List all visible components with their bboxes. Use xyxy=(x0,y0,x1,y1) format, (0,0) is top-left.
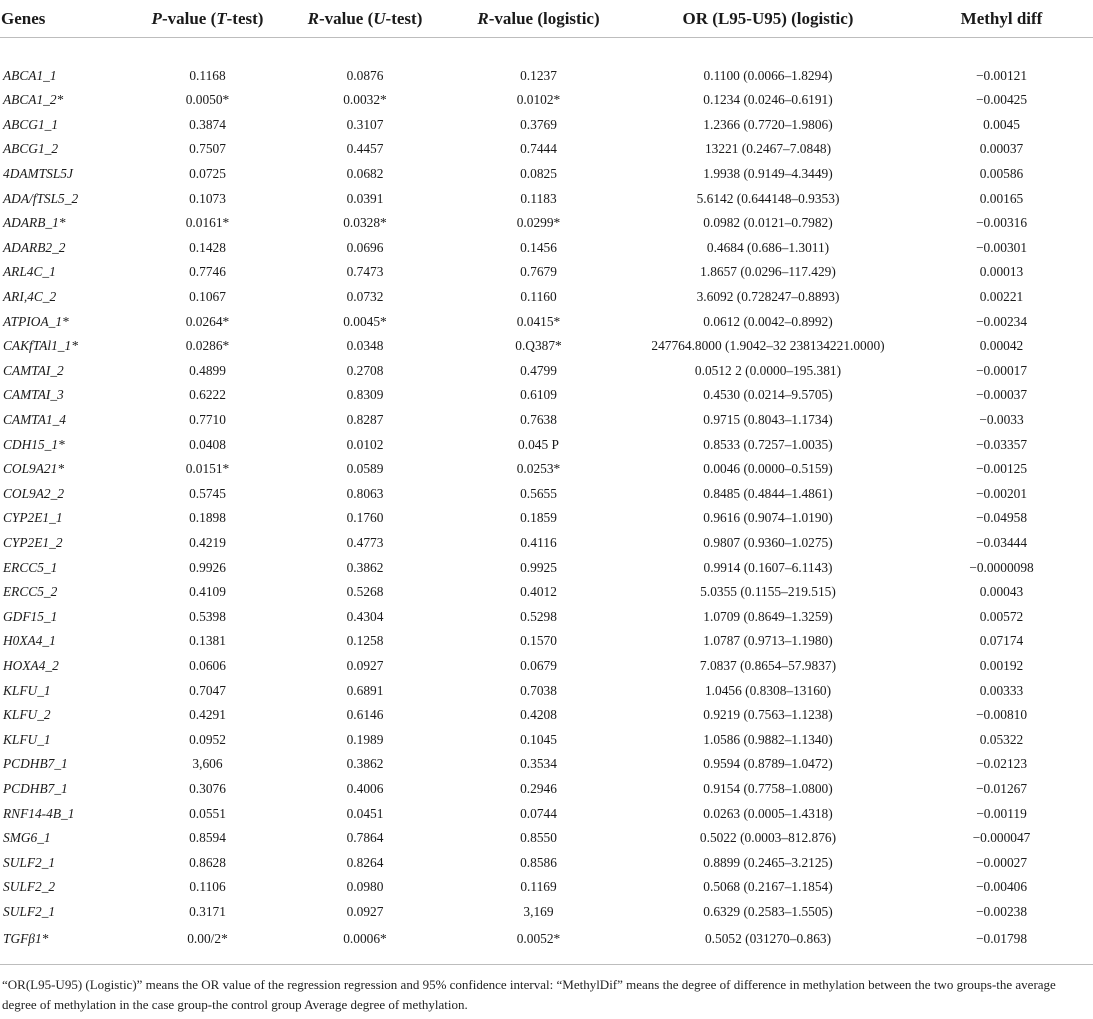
table-row xyxy=(0,580,1093,605)
table-row xyxy=(0,137,1093,162)
table-row xyxy=(0,482,1093,507)
methyl-diff-cell: −0.00425 xyxy=(975,92,1028,108)
gene-cell: KLFU_2 xyxy=(3,707,51,723)
r-value-logistic-cell: 0.8550 xyxy=(520,830,557,846)
p-value-ttest-cell: 3,606 xyxy=(192,756,223,772)
gene-cell: 4DAMTSL5J xyxy=(3,166,73,182)
or-logistic-cell: 0.0982 (0.0121–0.7982) xyxy=(703,215,833,231)
header-methyl-diff: Methyl diff xyxy=(910,0,1093,38)
r-value-logistic-cell: 0.Q387* xyxy=(515,338,562,354)
table-row xyxy=(0,801,1093,826)
or-logistic-cell: 0.1234 (0.0246–0.6191) xyxy=(703,92,833,108)
r-value-logistic-cell: 0.3534 xyxy=(520,756,557,772)
methyl-diff-cell: −0.00316 xyxy=(975,215,1028,231)
r-value-utest-cell: 0.0045* xyxy=(343,313,387,329)
r-value-logistic-cell: 0.0679 xyxy=(520,657,557,673)
table-row xyxy=(0,555,1093,580)
r-value-logistic-cell: 0.045 P xyxy=(518,436,559,452)
gene-cell: COL9A2_2 xyxy=(3,485,65,501)
p-value-ttest-cell: 0.7710 xyxy=(189,412,226,428)
p-value-ttest-cell: 0.1428 xyxy=(189,239,226,255)
or-logistic-cell: 247764.8000 (1.9042–32 238134221.0000) xyxy=(651,338,885,354)
r-value-utest-cell: 0.8264 xyxy=(346,854,384,870)
p-value-ttest-cell: 0.1067 xyxy=(189,289,226,305)
header-or-logistic: OR (L95-U95) (logistic) xyxy=(626,0,910,38)
r-value-logistic-cell: 0.4012 xyxy=(520,584,557,600)
methyl-diff-cell: −0.00201 xyxy=(975,485,1028,501)
or-logistic-cell: 3.6092 (0.728247–0.8893) xyxy=(696,289,840,305)
or-logistic-cell: 0.4684 (0.686–1.3011) xyxy=(706,239,830,255)
table-row xyxy=(0,88,1093,113)
or-logistic-cell: 5.6142 (0.644148–0.9353) xyxy=(696,190,840,206)
methyl-diff-cell: −0.00119 xyxy=(976,805,1027,821)
r-value-utest-cell: 0.0006* xyxy=(343,931,387,947)
table-row xyxy=(0,383,1093,408)
header-p-value-ttest: P-value (T-test) xyxy=(136,0,279,38)
methyl-diff-cell: −0.00121 xyxy=(975,68,1028,83)
r-value-logistic-cell: 0.9925 xyxy=(520,559,557,575)
gene-cell: ADARB2_2 xyxy=(3,239,66,255)
or-logistic-cell: 0.9154 (0.7758–1.0800) xyxy=(703,780,833,796)
methyl-diff-cell: 0.0045 xyxy=(983,116,1020,132)
or-logistic-cell: 0.5022 (0.0003–812.876) xyxy=(699,830,837,846)
r-value-logistic-cell: 3,169 xyxy=(523,903,554,919)
gene-cell: CYP2E1_2 xyxy=(3,534,63,550)
r-value-logistic-cell: 0.2946 xyxy=(520,780,557,796)
methyl-diff-cell: −0.00810 xyxy=(975,707,1028,723)
table-row xyxy=(0,777,1093,802)
table-row xyxy=(0,334,1093,359)
methyl-diff-cell: −0.03444 xyxy=(975,534,1028,550)
p-value-ttest-cell: 0.1381 xyxy=(189,633,226,649)
table-row xyxy=(0,260,1093,285)
gene-cell: ABCG1_1 xyxy=(3,116,59,132)
methyl-diff-cell: −0.0000098 xyxy=(969,559,1034,575)
or-logistic-cell: 0.8485 (0.4844–1.4861) xyxy=(703,485,833,501)
table-header xyxy=(0,0,1093,38)
r-value-logistic-cell: 0.7038 xyxy=(520,682,557,698)
r-value-logistic-cell: 0.1045 xyxy=(520,731,557,747)
gene-cell: ABCA1_2* xyxy=(3,92,64,108)
or-logistic-cell: 1.0586 (0.9882–1.1340) xyxy=(703,731,833,747)
gene-cell: PCDHB7_1 xyxy=(3,780,68,796)
r-value-logistic-cell: 0.1169 xyxy=(520,879,557,895)
r-value-utest-cell: 0.8063 xyxy=(346,485,384,501)
p-value-ttest-cell: 0.0050* xyxy=(185,92,230,108)
r-value-logistic-cell: 0.6109 xyxy=(520,387,557,403)
or-logistic-cell: 0.9914 (0.1607–6.1143) xyxy=(703,559,833,575)
methyl-diff-cell: −0.00406 xyxy=(975,879,1028,895)
r-value-utest-cell: 0.8309 xyxy=(346,387,384,403)
r-value-logistic-cell: 0.7444 xyxy=(520,141,557,157)
table-row xyxy=(0,875,1093,900)
table-row xyxy=(0,654,1093,679)
header-genes: Genes xyxy=(0,0,136,38)
r-value-logistic-cell: 0.8586 xyxy=(520,854,557,870)
table-row xyxy=(0,309,1093,334)
gene-cell: RNF14-4B_1 xyxy=(3,805,75,821)
p-value-ttest-cell: 0.4109 xyxy=(189,584,226,600)
or-logistic-cell: 0.1100 (0.0066–1.8294) xyxy=(703,68,833,83)
p-value-ttest-cell: 0.0606 xyxy=(189,657,226,673)
table-row xyxy=(0,408,1093,433)
methyl-diff-cell: 0.00192 xyxy=(979,657,1024,673)
r-value-utest-cell: 0.0682 xyxy=(346,166,384,182)
methyl-diff-cell: 0.00043 xyxy=(979,584,1024,600)
gene-cell: H0XA4_1 xyxy=(3,633,56,649)
or-logistic-cell: 1.0456 (0.8308–13160) xyxy=(704,682,832,698)
or-logistic-cell: 7.0837 (0.8654–57.9837) xyxy=(699,657,837,673)
r-value-utest-cell: 0.0032* xyxy=(343,92,387,108)
p-value-ttest-cell: 0.1106 xyxy=(189,879,226,895)
p-value-ttest-cell: 0.4899 xyxy=(189,362,226,378)
r-value-utest-cell: 0.1989 xyxy=(346,731,384,747)
methyl-diff-cell: −0.01267 xyxy=(975,780,1028,796)
p-value-ttest-cell: 0.0151* xyxy=(185,461,230,477)
table-row xyxy=(0,752,1093,777)
methyl-diff-cell: −0.03357 xyxy=(975,436,1028,452)
r-value-utest-cell: 0.0732 xyxy=(346,289,384,305)
or-logistic-cell: 0.5052 (031270–0.863) xyxy=(704,931,832,947)
p-value-ttest-cell: 0.3076 xyxy=(189,780,226,796)
gene-cell: SULF2_2 xyxy=(3,879,56,895)
header-r-value-logistic: R-value (logistic) xyxy=(451,0,626,38)
gene-cell: CDH15_1* xyxy=(3,436,65,452)
or-logistic-cell: 0.9807 (0.9360–1.0275) xyxy=(703,534,833,550)
table-row xyxy=(0,162,1093,187)
table-row xyxy=(0,506,1093,531)
or-logistic-cell: 0.8899 (0.2465–3.2125) xyxy=(703,854,833,870)
table-row xyxy=(0,678,1093,703)
gene-cell: CYP2E1_1 xyxy=(3,510,63,526)
gene-cell: KLFU_1 xyxy=(3,731,51,747)
r-value-utest-cell: 0.0876 xyxy=(346,68,384,83)
p-value-ttest-cell: 0.9926 xyxy=(189,559,226,575)
or-logistic-cell: 1.0787 (0.9713–1.1980) xyxy=(703,633,833,649)
r-value-utest-cell: 0.0102 xyxy=(346,436,384,452)
methyl-diff-cell: 0.00572 xyxy=(979,608,1024,624)
r-value-utest-cell: 0.0328* xyxy=(343,215,387,231)
r-value-utest-cell: 0.4457 xyxy=(346,141,384,157)
gene-cell: ADARB_1* xyxy=(3,215,66,231)
table-row xyxy=(0,457,1093,482)
r-value-utest-cell: 0.6146 xyxy=(346,707,384,723)
r-value-utest-cell: 0.4304 xyxy=(346,608,384,624)
methyl-diff-cell: 0.00165 xyxy=(979,190,1024,206)
r-value-logistic-cell: 0.1859 xyxy=(520,510,557,526)
r-value-utest-cell: 0.4006 xyxy=(346,780,384,796)
or-logistic-cell: 0.9616 (0.9074–1.0190) xyxy=(703,510,833,526)
p-value-ttest-cell: 0.00/2* xyxy=(187,931,228,947)
table-row xyxy=(0,850,1093,875)
table-row xyxy=(0,285,1093,310)
header-row xyxy=(0,0,1093,38)
r-value-logistic-cell: 0.7638 xyxy=(520,412,557,428)
p-value-ttest-cell: 0.0551 xyxy=(189,805,226,821)
methyl-diff-cell: −0.00017 xyxy=(975,362,1028,378)
methyl-diff-cell: −0.00238 xyxy=(975,903,1028,919)
methyl-diff-cell: 0.07174 xyxy=(979,633,1024,649)
r-value-utest-cell: 0.8287 xyxy=(346,412,384,428)
header-r-value-utest: R-value (U-test) xyxy=(279,0,451,38)
gene-cell: ARI,4C_2 xyxy=(3,289,57,305)
r-value-utest-cell: 0.7473 xyxy=(346,264,384,280)
r-value-logistic-cell: 0.0825 xyxy=(520,166,557,182)
methyl-diff-cell: −0.00234 xyxy=(975,313,1028,329)
table-row xyxy=(0,186,1093,211)
gene-cell: ARL4C_1 xyxy=(3,264,56,280)
r-value-logistic-cell: 0.4116 xyxy=(520,534,557,550)
gene-cell: ABCA1_1 xyxy=(3,68,57,83)
r-value-logistic-cell: 0.0253* xyxy=(516,461,561,477)
or-logistic-cell: 1.9938 (0.9149–4.3449) xyxy=(703,166,833,182)
p-value-ttest-cell: 0.0161* xyxy=(185,215,230,231)
or-logistic-cell: 1.8657 (0.0296–117.429) xyxy=(700,264,836,280)
gene-cell: PCDHB7_1 xyxy=(3,756,68,772)
gene-cell: SULF2_1 xyxy=(3,903,56,919)
r-value-logistic-cell: 0.0299* xyxy=(516,215,561,231)
gene-cell: ABCG1_2 xyxy=(3,141,59,157)
gene-cell: HOXA4_2 xyxy=(3,657,59,673)
p-value-ttest-cell: 0.4219 xyxy=(189,534,226,550)
methyl-diff-cell: −0.02123 xyxy=(975,756,1028,772)
or-logistic-cell: 0.9715 (0.8043–1.1734) xyxy=(703,412,833,428)
gene-cell: GDF15_1 xyxy=(3,608,58,624)
table-row xyxy=(0,236,1093,261)
methyl-diff-cell: 0.00333 xyxy=(979,682,1024,698)
p-value-ttest-cell: 0.1073 xyxy=(189,190,226,206)
table-row xyxy=(0,826,1093,851)
or-logistic-cell: 1.0709 (0.8649–1.3259) xyxy=(703,608,833,624)
gene-cell: CAMTAI_3 xyxy=(3,387,64,403)
or-logistic-cell: 0.0046 (0.0000–0.5159) xyxy=(703,461,833,477)
table-row xyxy=(0,727,1093,752)
table-row xyxy=(0,531,1093,556)
table-row xyxy=(0,113,1093,138)
r-value-utest-cell: 0.0696 xyxy=(346,239,384,255)
methyl-diff-cell: −0.00125 xyxy=(975,461,1028,477)
r-value-logistic-cell: 0.1183 xyxy=(520,190,557,206)
gene-cell: ADA/fTSL5_2 xyxy=(3,190,79,206)
r-value-logistic-cell: 0.5655 xyxy=(520,485,557,501)
r-value-utest-cell: 0.0589 xyxy=(346,461,384,477)
r-value-utest-cell: 0.0927 xyxy=(346,657,384,673)
table-row xyxy=(0,211,1093,236)
table-bottom-rule xyxy=(0,964,1093,965)
table-row xyxy=(0,38,1093,89)
methyl-diff-cell: −0.04958 xyxy=(975,510,1028,526)
or-logistic-cell: 0.4530 (0.0214–9.5705) xyxy=(703,387,833,403)
or-logistic-cell: 0.0612 (0.0042–0.8992) xyxy=(703,313,833,329)
gene-cell: TGFβ1* xyxy=(3,931,49,947)
r-value-utest-cell: 0.3862 xyxy=(346,559,384,575)
table-row xyxy=(0,900,1093,925)
r-value-utest-cell: 0.0348 xyxy=(346,338,384,354)
p-value-ttest-cell: 0.8628 xyxy=(189,854,226,870)
p-value-ttest-cell: 0.0264* xyxy=(185,313,230,329)
table-row xyxy=(0,924,1093,962)
p-value-ttest-cell: 0.7047 xyxy=(189,682,226,698)
table-row xyxy=(0,703,1093,728)
r-value-utest-cell: 0.4773 xyxy=(346,534,384,550)
or-logistic-cell: 0.9219 (0.7563–1.1238) xyxy=(703,707,833,723)
p-value-ttest-cell: 0.6222 xyxy=(189,387,226,403)
table-footnote: “OR(L95-U95) (Logistic)” means the OR value of the regression regression and 95% confidence interval: “MethylDif” means the degree of difference in methylation between the two groups-the average degree of methylation in the case group-the control group Average degree of methylation. xyxy=(2,977,1056,1012)
methyl-diff-cell: 0.05322 xyxy=(979,731,1024,747)
methyl-diff-cell: 0.00042 xyxy=(979,338,1024,354)
p-value-ttest-cell: 0.7507 xyxy=(189,141,226,157)
gene-cell: ERCC5_1 xyxy=(3,559,58,575)
gene-cell: CAMTA1_4 xyxy=(3,412,66,428)
gene-cell: SULF2_1 xyxy=(3,854,56,870)
methyl-diff-cell: −0.000047 xyxy=(972,830,1031,846)
r-value-utest-cell: 0.0927 xyxy=(346,903,384,919)
methyl-diff-cell: 0.00037 xyxy=(979,141,1024,157)
methyl-diff-cell: −0.00301 xyxy=(975,239,1028,255)
r-value-logistic-cell: 0.5298 xyxy=(520,608,557,624)
methyl-diff-cell: 0.00221 xyxy=(979,289,1024,305)
gene-cell: ERCC5_2 xyxy=(3,584,58,600)
or-logistic-cell: 0.6329 (0.2583–1.5505) xyxy=(703,903,833,919)
r-value-utest-cell: 0.0451 xyxy=(346,805,384,821)
p-value-ttest-cell: 0.5398 xyxy=(189,608,226,624)
p-value-ttest-cell: 0.0952 xyxy=(189,731,226,747)
or-logistic-cell: 5.0355 (0.1155–219.515) xyxy=(700,584,836,600)
r-value-utest-cell: 0.5268 xyxy=(346,584,384,600)
methyl-diff-cell: −0.00027 xyxy=(975,854,1028,870)
methyl-diff-cell: 0.00013 xyxy=(979,264,1024,280)
r-value-utest-cell: 0.1760 xyxy=(346,510,384,526)
or-logistic-cell: 1.2366 (0.7720–1.9806) xyxy=(703,116,833,132)
p-value-ttest-cell: 0.7746 xyxy=(189,264,226,280)
p-value-ttest-cell: 0.3874 xyxy=(189,116,226,132)
or-logistic-cell: 0.0512 2 (0.0000–195.381) xyxy=(694,362,842,378)
r-value-utest-cell: 0.1258 xyxy=(346,633,384,649)
r-value-logistic-cell: 0.0415* xyxy=(516,313,561,329)
gene-cell: CAKfTAl1_1* xyxy=(3,338,78,354)
r-value-logistic-cell: 0.1237 xyxy=(520,68,557,83)
p-value-ttest-cell: 0.1898 xyxy=(189,510,226,526)
methyl-diff-cell: −0.01798 xyxy=(975,931,1028,947)
methyl-diff-cell: −0.0033 xyxy=(979,412,1024,428)
table-row xyxy=(0,359,1093,384)
p-value-ttest-cell: 0.0286* xyxy=(185,338,230,354)
r-value-logistic-cell: 0.3769 xyxy=(520,116,557,132)
r-value-logistic-cell: 0.4799 xyxy=(520,362,557,378)
gene-cell: CAMTAI_2 xyxy=(3,362,64,378)
or-logistic-cell: 0.0263 (0.0005–1.4318) xyxy=(703,805,833,821)
p-value-ttest-cell: 0.0408 xyxy=(189,436,226,452)
or-logistic-cell: 0.8533 (0.7257–1.0035) xyxy=(703,436,833,452)
r-value-logistic-cell: 0.1160 xyxy=(520,289,557,305)
r-value-logistic-cell: 0.1456 xyxy=(520,239,557,255)
gene-cell: ATPIOA_1* xyxy=(3,313,69,329)
gene-cell: KLFU_1 xyxy=(3,682,51,698)
r-value-utest-cell: 0.6891 xyxy=(346,682,384,698)
r-value-utest-cell: 0.2708 xyxy=(346,362,384,378)
r-value-logistic-cell: 0.4208 xyxy=(520,707,557,723)
r-value-utest-cell: 0.3862 xyxy=(346,756,384,772)
r-value-logistic-cell: 0.0052* xyxy=(516,931,561,947)
r-value-utest-cell: 0.7864 xyxy=(346,830,384,846)
gene-cell: COL9A21* xyxy=(3,461,65,477)
or-logistic-cell: 0.9594 (0.8789–1.0472) xyxy=(703,756,833,772)
p-value-ttest-cell: 0.3171 xyxy=(189,903,226,919)
or-logistic-cell: 0.5068 (0.2167–1.1854) xyxy=(703,879,833,895)
r-value-logistic-cell: 0.0744 xyxy=(520,805,557,821)
gene-cell: SMG6_1 xyxy=(3,830,51,846)
p-value-ttest-cell: 0.1168 xyxy=(189,68,226,83)
p-value-ttest-cell: 0.0725 xyxy=(189,166,226,182)
p-value-ttest-cell: 0.8594 xyxy=(189,830,226,846)
table-row xyxy=(0,604,1093,629)
r-value-utest-cell: 0.0391 xyxy=(346,190,384,206)
methyl-diff-cell: 0.00586 xyxy=(979,166,1024,182)
table-row xyxy=(0,432,1093,457)
p-value-ttest-cell: 0.4291 xyxy=(189,707,226,723)
r-value-utest-cell: 0.0980 xyxy=(346,879,384,895)
table-row xyxy=(0,629,1093,654)
or-logistic-cell: 13221 (0.2467–7.0848) xyxy=(704,141,832,157)
r-value-utest-cell: 0.3107 xyxy=(346,116,384,132)
r-value-logistic-cell: 0.0102* xyxy=(516,92,561,108)
methyl-diff-cell: −0.00037 xyxy=(975,387,1028,403)
p-value-ttest-cell: 0.5745 xyxy=(189,485,226,501)
r-value-logistic-cell: 0.7679 xyxy=(520,264,557,280)
r-value-logistic-cell: 0.1570 xyxy=(520,633,557,649)
table-body xyxy=(0,38,1093,963)
